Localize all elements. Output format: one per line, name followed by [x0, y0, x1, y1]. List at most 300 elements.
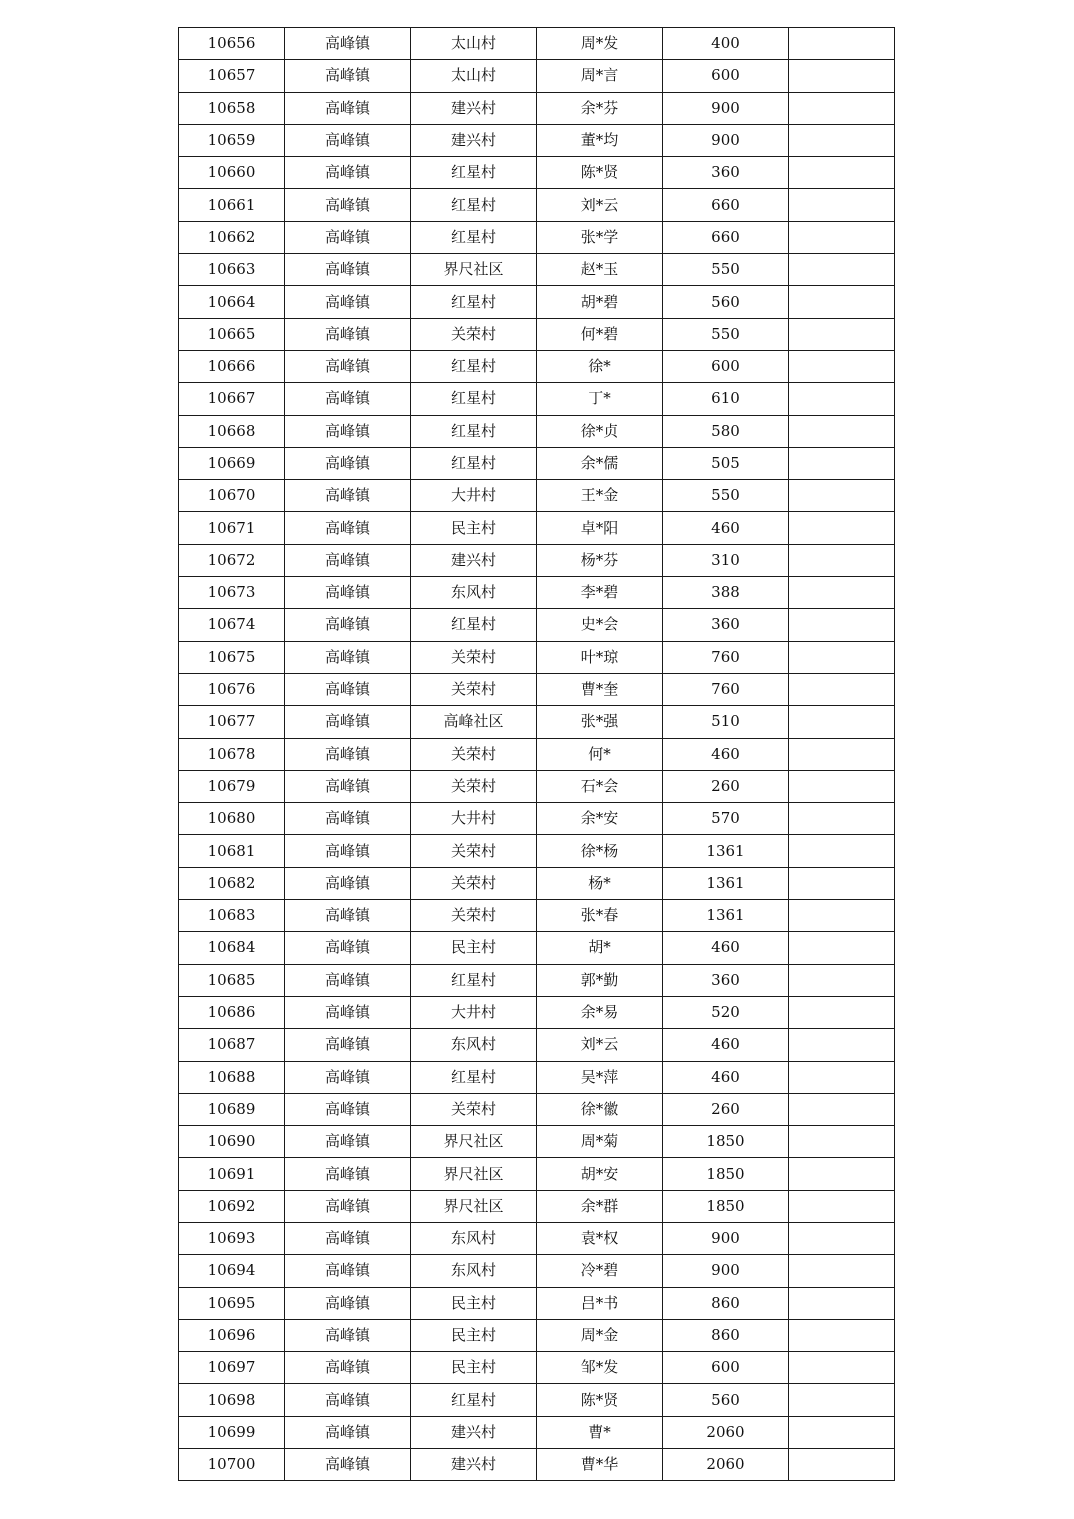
- name-cell: 周*言: [537, 60, 663, 92]
- record-id-cell: 10681: [179, 835, 285, 867]
- amount-cell: 550: [663, 318, 789, 350]
- village-cell: 大井村: [411, 803, 537, 835]
- table-row: [179, 996, 895, 1028]
- town-cell: 高峰镇: [285, 996, 411, 1028]
- name-cell: 何*: [537, 738, 663, 770]
- name-cell: 周*金: [537, 1319, 663, 1351]
- name-cell: 余*安: [537, 803, 663, 835]
- village-cell: 红星村: [411, 157, 537, 189]
- name-cell: 卓*阳: [537, 512, 663, 544]
- table-row: [179, 544, 895, 576]
- record-id-cell: 10683: [179, 900, 285, 932]
- record-id-cell: 10661: [179, 189, 285, 221]
- name-cell: 曹*奎: [537, 673, 663, 705]
- table-row: [179, 1319, 895, 1351]
- village-cell: 太山村: [411, 28, 537, 60]
- table-row: [179, 350, 895, 382]
- remark-cell: [789, 286, 895, 318]
- record-id-cell: 10659: [179, 124, 285, 156]
- table-row: [179, 900, 895, 932]
- town-cell: 高峰镇: [285, 609, 411, 641]
- record-id-cell: 10658: [179, 92, 285, 124]
- amount-cell: 1361: [663, 835, 789, 867]
- town-cell: 高峰镇: [285, 124, 411, 156]
- town-cell: 高峰镇: [285, 1255, 411, 1287]
- record-id-cell: 10657: [179, 60, 285, 92]
- table-row: [179, 157, 895, 189]
- remark-cell: [789, 92, 895, 124]
- remark-cell: [789, 932, 895, 964]
- name-cell: 张*学: [537, 221, 663, 253]
- record-id-cell: 10690: [179, 1126, 285, 1158]
- table-row: [179, 383, 895, 415]
- town-cell: 高峰镇: [285, 60, 411, 92]
- name-cell: 吕*书: [537, 1287, 663, 1319]
- name-cell: 胡*安: [537, 1158, 663, 1190]
- amount-cell: 460: [663, 1061, 789, 1093]
- record-id-cell: 10699: [179, 1416, 285, 1448]
- remark-cell: [789, 189, 895, 221]
- table-row: [179, 1287, 895, 1319]
- table-row: [179, 1029, 895, 1061]
- village-cell: 建兴村: [411, 1449, 537, 1481]
- amount-cell: 860: [663, 1287, 789, 1319]
- amount-cell: 900: [663, 124, 789, 156]
- amount-cell: 610: [663, 383, 789, 415]
- record-id-cell: 10662: [179, 221, 285, 253]
- remark-cell: [789, 124, 895, 156]
- record-id-cell: 10672: [179, 544, 285, 576]
- record-id-cell: 10675: [179, 641, 285, 673]
- amount-cell: 660: [663, 221, 789, 253]
- village-cell: 建兴村: [411, 1416, 537, 1448]
- amount-cell: 260: [663, 1093, 789, 1125]
- remark-cell: [789, 447, 895, 479]
- record-id-cell: 10697: [179, 1352, 285, 1384]
- village-cell: 界尺社区: [411, 1190, 537, 1222]
- village-cell: 民主村: [411, 512, 537, 544]
- town-cell: 高峰镇: [285, 383, 411, 415]
- record-id-cell: 10696: [179, 1319, 285, 1351]
- name-cell: 余*易: [537, 996, 663, 1028]
- town-cell: 高峰镇: [285, 900, 411, 932]
- village-cell: 东风村: [411, 1222, 537, 1254]
- remark-cell: [789, 1255, 895, 1287]
- record-id-cell: 10670: [179, 480, 285, 512]
- village-cell: 民主村: [411, 1319, 537, 1351]
- table-row: [179, 641, 895, 673]
- village-cell: 关荣村: [411, 1093, 537, 1125]
- table-row: [179, 738, 895, 770]
- table-row: [179, 60, 895, 92]
- name-cell: 叶*琼: [537, 641, 663, 673]
- village-cell: 界尺社区: [411, 1126, 537, 1158]
- amount-cell: 550: [663, 480, 789, 512]
- table-row: [179, 867, 895, 899]
- amount-cell: 560: [663, 1384, 789, 1416]
- name-cell: 周*菊: [537, 1126, 663, 1158]
- town-cell: 高峰镇: [285, 706, 411, 738]
- record-id-cell: 10680: [179, 803, 285, 835]
- name-cell: 陈*贤: [537, 157, 663, 189]
- record-id-cell: 10673: [179, 577, 285, 609]
- remark-cell: [789, 770, 895, 802]
- table-row: [179, 1158, 895, 1190]
- village-cell: 关荣村: [411, 900, 537, 932]
- village-cell: 红星村: [411, 609, 537, 641]
- village-cell: 建兴村: [411, 124, 537, 156]
- table-row: [179, 415, 895, 447]
- remark-cell: [789, 415, 895, 447]
- remark-cell: [789, 1384, 895, 1416]
- town-cell: 高峰镇: [285, 1449, 411, 1481]
- town-cell: 高峰镇: [285, 254, 411, 286]
- record-id-cell: 10692: [179, 1190, 285, 1222]
- village-cell: 大井村: [411, 480, 537, 512]
- remark-cell: [789, 867, 895, 899]
- village-cell: 高峰社区: [411, 706, 537, 738]
- town-cell: 高峰镇: [285, 577, 411, 609]
- village-cell: 关荣村: [411, 835, 537, 867]
- name-cell: 何*碧: [537, 318, 663, 350]
- table-row: [179, 221, 895, 253]
- name-cell: 周*发: [537, 28, 663, 60]
- name-cell: 胡*碧: [537, 286, 663, 318]
- name-cell: 余*儒: [537, 447, 663, 479]
- village-cell: 红星村: [411, 286, 537, 318]
- remark-cell: [789, 803, 895, 835]
- name-cell: 杨*芬: [537, 544, 663, 576]
- amount-cell: 510: [663, 706, 789, 738]
- village-cell: 关荣村: [411, 867, 537, 899]
- name-cell: 王*金: [537, 480, 663, 512]
- amount-cell: 1361: [663, 900, 789, 932]
- amount-cell: 560: [663, 286, 789, 318]
- town-cell: 高峰镇: [285, 1352, 411, 1384]
- town-cell: 高峰镇: [285, 544, 411, 576]
- table-row: [179, 286, 895, 318]
- name-cell: 刘*云: [537, 189, 663, 221]
- table-row: [179, 803, 895, 835]
- town-cell: 高峰镇: [285, 512, 411, 544]
- remark-cell: [789, 673, 895, 705]
- record-id-cell: 10700: [179, 1449, 285, 1481]
- village-cell: 红星村: [411, 415, 537, 447]
- name-cell: 张*强: [537, 706, 663, 738]
- village-cell: 界尺社区: [411, 254, 537, 286]
- name-cell: 徐*杨: [537, 835, 663, 867]
- table-row: [179, 1352, 895, 1384]
- name-cell: 徐*徽: [537, 1093, 663, 1125]
- village-cell: 民主村: [411, 1352, 537, 1384]
- record-id-cell: 10668: [179, 415, 285, 447]
- name-cell: 李*碧: [537, 577, 663, 609]
- table-row: [179, 480, 895, 512]
- record-id-cell: 10660: [179, 157, 285, 189]
- remark-cell: [789, 1352, 895, 1384]
- town-cell: 高峰镇: [285, 770, 411, 802]
- town-cell: 高峰镇: [285, 286, 411, 318]
- record-id-cell: 10676: [179, 673, 285, 705]
- table-row: [179, 447, 895, 479]
- village-cell: 关荣村: [411, 770, 537, 802]
- town-cell: 高峰镇: [285, 350, 411, 382]
- town-cell: 高峰镇: [285, 1126, 411, 1158]
- table-row: [179, 1126, 895, 1158]
- record-id-cell: 10663: [179, 254, 285, 286]
- village-cell: 界尺社区: [411, 1158, 537, 1190]
- record-id-cell: 10669: [179, 447, 285, 479]
- name-cell: 曹*: [537, 1416, 663, 1448]
- village-cell: 民主村: [411, 932, 537, 964]
- remark-cell: [789, 28, 895, 60]
- remark-cell: [789, 221, 895, 253]
- town-cell: 高峰镇: [285, 1029, 411, 1061]
- table-body: [179, 28, 895, 1481]
- remark-cell: [789, 1287, 895, 1319]
- remark-cell: [789, 1126, 895, 1158]
- amount-cell: 260: [663, 770, 789, 802]
- table-row: [179, 318, 895, 350]
- village-cell: 红星村: [411, 383, 537, 415]
- village-cell: 红星村: [411, 1384, 537, 1416]
- record-id-cell: 10684: [179, 932, 285, 964]
- data-table: [178, 27, 895, 1481]
- town-cell: 高峰镇: [285, 447, 411, 479]
- table-row: [179, 1222, 895, 1254]
- record-id-cell: 10693: [179, 1222, 285, 1254]
- remark-cell: [789, 641, 895, 673]
- village-cell: 关荣村: [411, 641, 537, 673]
- amount-cell: 860: [663, 1319, 789, 1351]
- village-cell: 建兴村: [411, 544, 537, 576]
- village-cell: 建兴村: [411, 92, 537, 124]
- remark-cell: [789, 544, 895, 576]
- record-id-cell: 10688: [179, 1061, 285, 1093]
- village-cell: 太山村: [411, 60, 537, 92]
- amount-cell: 460: [663, 738, 789, 770]
- amount-cell: 600: [663, 60, 789, 92]
- village-cell: 红星村: [411, 189, 537, 221]
- remark-cell: [789, 157, 895, 189]
- town-cell: 高峰镇: [285, 803, 411, 835]
- remark-cell: [789, 512, 895, 544]
- town-cell: 高峰镇: [285, 738, 411, 770]
- record-id-cell: 10687: [179, 1029, 285, 1061]
- name-cell: 冷*碧: [537, 1255, 663, 1287]
- amount-cell: 460: [663, 1029, 789, 1061]
- table-row: [179, 1416, 895, 1448]
- remark-cell: [789, 1029, 895, 1061]
- table-row: [179, 1384, 895, 1416]
- remark-cell: [789, 60, 895, 92]
- name-cell: 董*均: [537, 124, 663, 156]
- remark-cell: [789, 383, 895, 415]
- amount-cell: 600: [663, 350, 789, 382]
- remark-cell: [789, 1449, 895, 1481]
- amount-cell: 505: [663, 447, 789, 479]
- name-cell: 张*春: [537, 900, 663, 932]
- table-row: [179, 673, 895, 705]
- village-cell: 大井村: [411, 996, 537, 1028]
- record-id-cell: 10666: [179, 350, 285, 382]
- table-row: [179, 932, 895, 964]
- town-cell: 高峰镇: [285, 92, 411, 124]
- name-cell: 史*会: [537, 609, 663, 641]
- remark-cell: [789, 350, 895, 382]
- record-id-cell: 10695: [179, 1287, 285, 1319]
- name-cell: 石*会: [537, 770, 663, 802]
- table-row: [179, 1093, 895, 1125]
- amount-cell: 360: [663, 157, 789, 189]
- record-id-cell: 10686: [179, 996, 285, 1028]
- record-id-cell: 10656: [179, 28, 285, 60]
- amount-cell: 310: [663, 544, 789, 576]
- table-row: [179, 1255, 895, 1287]
- amount-cell: 1850: [663, 1190, 789, 1222]
- village-cell: 东风村: [411, 577, 537, 609]
- amount-cell: 580: [663, 415, 789, 447]
- remark-cell: [789, 254, 895, 286]
- record-id-cell: 10664: [179, 286, 285, 318]
- town-cell: 高峰镇: [285, 932, 411, 964]
- town-cell: 高峰镇: [285, 415, 411, 447]
- amount-cell: 900: [663, 92, 789, 124]
- record-id-cell: 10674: [179, 609, 285, 641]
- table-row: [179, 254, 895, 286]
- town-cell: 高峰镇: [285, 673, 411, 705]
- village-cell: 红星村: [411, 221, 537, 253]
- amount-cell: 900: [663, 1255, 789, 1287]
- table-row: [179, 1449, 895, 1481]
- name-cell: 刘*云: [537, 1029, 663, 1061]
- table-row: [179, 92, 895, 124]
- name-cell: 徐*贞: [537, 415, 663, 447]
- record-id-cell: 10682: [179, 867, 285, 899]
- name-cell: 杨*: [537, 867, 663, 899]
- table-row: [179, 1061, 895, 1093]
- name-cell: 余*群: [537, 1190, 663, 1222]
- remark-cell: [789, 900, 895, 932]
- remark-cell: [789, 318, 895, 350]
- amount-cell: 460: [663, 932, 789, 964]
- remark-cell: [789, 1190, 895, 1222]
- town-cell: 高峰镇: [285, 867, 411, 899]
- amount-cell: 550: [663, 254, 789, 286]
- table-row: [179, 964, 895, 996]
- village-cell: 民主村: [411, 1287, 537, 1319]
- amount-cell: 2060: [663, 1449, 789, 1481]
- village-cell: 红星村: [411, 350, 537, 382]
- town-cell: 高峰镇: [285, 641, 411, 673]
- amount-cell: 600: [663, 1352, 789, 1384]
- town-cell: 高峰镇: [285, 28, 411, 60]
- amount-cell: 570: [663, 803, 789, 835]
- amount-cell: 900: [663, 1222, 789, 1254]
- amount-cell: 388: [663, 577, 789, 609]
- record-id-cell: 10679: [179, 770, 285, 802]
- remark-cell: [789, 1319, 895, 1351]
- name-cell: 袁*权: [537, 1222, 663, 1254]
- town-cell: 高峰镇: [285, 1384, 411, 1416]
- name-cell: 吴*萍: [537, 1061, 663, 1093]
- remark-cell: [789, 1416, 895, 1448]
- town-cell: 高峰镇: [285, 189, 411, 221]
- name-cell: 丁*: [537, 383, 663, 415]
- record-id-cell: 10677: [179, 706, 285, 738]
- name-cell: 郭*勤: [537, 964, 663, 996]
- remark-cell: [789, 996, 895, 1028]
- remark-cell: [789, 1222, 895, 1254]
- town-cell: 高峰镇: [285, 1158, 411, 1190]
- record-id-cell: 10678: [179, 738, 285, 770]
- name-cell: 邹*发: [537, 1352, 663, 1384]
- name-cell: 徐*: [537, 350, 663, 382]
- amount-cell: 2060: [663, 1416, 789, 1448]
- table-row: [179, 706, 895, 738]
- town-cell: 高峰镇: [285, 1319, 411, 1351]
- table-row: [179, 28, 895, 60]
- table-row: [179, 835, 895, 867]
- town-cell: 高峰镇: [285, 480, 411, 512]
- village-cell: 红星村: [411, 447, 537, 479]
- amount-cell: 460: [663, 512, 789, 544]
- village-cell: 关荣村: [411, 738, 537, 770]
- village-cell: 红星村: [411, 1061, 537, 1093]
- record-id-cell: 10691: [179, 1158, 285, 1190]
- amount-cell: 360: [663, 964, 789, 996]
- table-row: [179, 512, 895, 544]
- town-cell: 高峰镇: [285, 1061, 411, 1093]
- remark-cell: [789, 964, 895, 996]
- table-row: [179, 124, 895, 156]
- table-row: [179, 1190, 895, 1222]
- remark-cell: [789, 1158, 895, 1190]
- amount-cell: 360: [663, 609, 789, 641]
- amount-cell: 1850: [663, 1158, 789, 1190]
- table-row: [179, 609, 895, 641]
- amount-cell: 660: [663, 189, 789, 221]
- table-row: [179, 577, 895, 609]
- town-cell: 高峰镇: [285, 835, 411, 867]
- village-cell: 东风村: [411, 1255, 537, 1287]
- remark-cell: [789, 609, 895, 641]
- record-id-cell: 10667: [179, 383, 285, 415]
- remark-cell: [789, 738, 895, 770]
- remark-cell: [789, 480, 895, 512]
- town-cell: 高峰镇: [285, 318, 411, 350]
- name-cell: 余*芬: [537, 92, 663, 124]
- amount-cell: 760: [663, 673, 789, 705]
- amount-cell: 400: [663, 28, 789, 60]
- town-cell: 高峰镇: [285, 1093, 411, 1125]
- name-cell: 曹*华: [537, 1449, 663, 1481]
- town-cell: 高峰镇: [285, 221, 411, 253]
- name-cell: 胡*: [537, 932, 663, 964]
- amount-cell: 1361: [663, 867, 789, 899]
- amount-cell: 1850: [663, 1126, 789, 1158]
- remark-cell: [789, 577, 895, 609]
- town-cell: 高峰镇: [285, 964, 411, 996]
- name-cell: 陈*贤: [537, 1384, 663, 1416]
- town-cell: 高峰镇: [285, 1287, 411, 1319]
- village-cell: 红星村: [411, 964, 537, 996]
- record-id-cell: 10689: [179, 1093, 285, 1125]
- table-row: [179, 770, 895, 802]
- village-cell: 东风村: [411, 1029, 537, 1061]
- remark-cell: [789, 1061, 895, 1093]
- town-cell: 高峰镇: [285, 1416, 411, 1448]
